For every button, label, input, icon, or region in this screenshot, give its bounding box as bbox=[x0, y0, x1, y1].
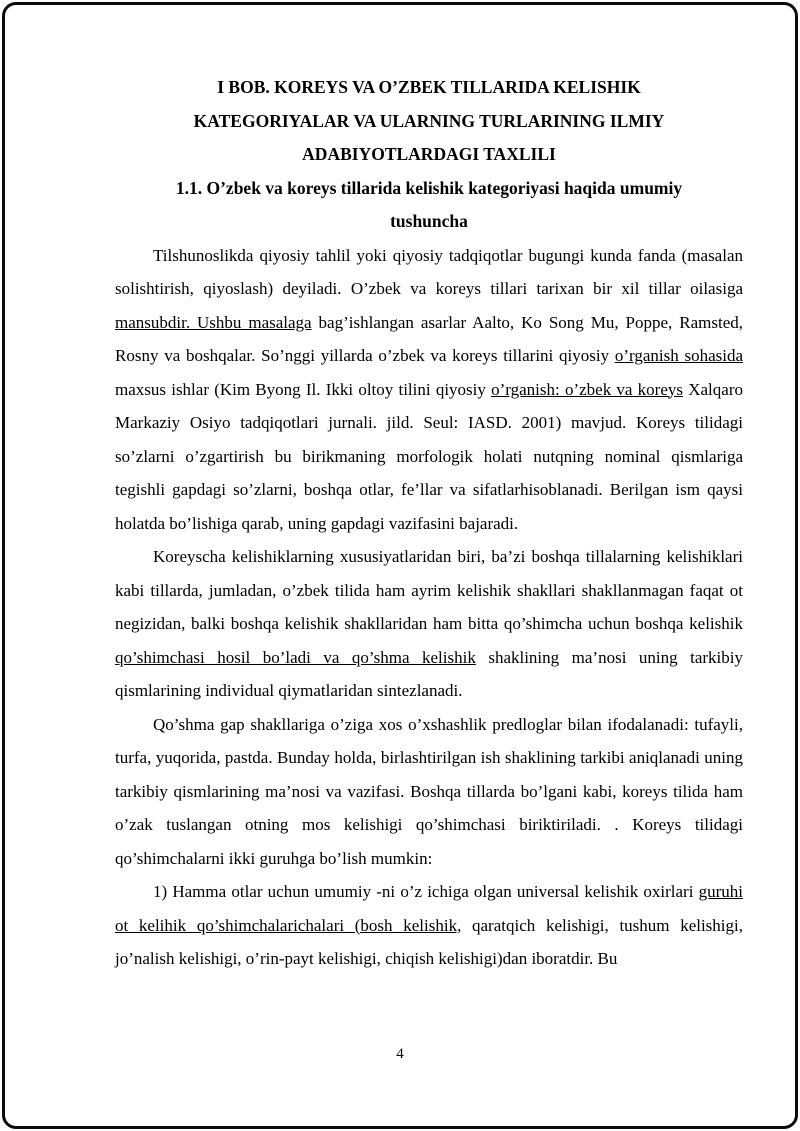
paragraph bbox=[115, 540, 743, 708]
section-heading-line-2: tushuncha bbox=[390, 211, 468, 231]
paragraph bbox=[115, 708, 743, 876]
text-run: Qo’shma gap shakllariga o’ziga xos o’xshashlik predloglar bilan ifodalanadi: tufayli, turfa, yuqorida, pastda. Bunday holda, birlashtirilgan ish shaklining tarkibi aniqlanadi uning tarkibiy qismlarining ma’nosi va vazifasi. Boshqa tillarda bo’lgani kabi, koreys tilida ham o’zak tuslangan otning mos kelishigi qo’shimchasi biriktiriladi. . Koreys tilidagi qo’shimchalarni ikki guruhga bo’lish mumkin: bbox=[115, 714, 743, 868]
underlined-text-run: guruhi ot kelihik qo’shimchalarichalari (bosh kelishik, bbox=[115, 882, 743, 935]
text-run: shaklining ma’nosi uning tarkibiy qismlarining individual qiymatlaridan sintezlanadi. bbox=[115, 647, 743, 700]
paragraph bbox=[115, 875, 743, 976]
section-heading bbox=[115, 172, 743, 239]
chapter-heading-line-1: I BOB. KOREYS VA O’ZBEK TILLARIDA KELISHIK bbox=[217, 77, 641, 97]
text-run: Koreyscha kelishiklarning xususiyatlaridan biri, ba’zi boshqa tillalarning kelishiklari kabi tillarda, jumladan, o’zbek tilida ham ayrim kelishik shakllari shakllanmagan faqat ot negizidan, balki boshqa kelishik shakllaridan ham bitta qo’shimcha uchun boshqa kelishik bbox=[115, 547, 743, 633]
text-run: Xalqaro Markaziy Osiyo tadqiqotlari jurnali. jild. Seul: IASD. 2001) mavjud. Koreys tilidagi so’zlarni o’zgartirish bu birikmaning morfologik holati nutqning nominal qismlariga tegishli gapdagi so’zlarni, boshqa otlar, fe’llar va sifatlarhisoblanadi. Berilgan ism qaysi holatda bo’lishiga qarab, uning gapdagi vazifasini bajaradi. bbox=[115, 379, 743, 533]
text-run: maxsus ishlar (Kim Byong Il. Ikki oltoy tilini qiyosiy bbox=[115, 379, 492, 399]
text-run: qaratqich kelishigi, tushum kelishigi, jo’nalish kelishigi, o’rin-payt kelishigi, chiqish kelishigi)dan iboratdir. Bu bbox=[115, 915, 743, 968]
chapter-heading-line-2: KATEGORIYALAR VA ULARNING TURLARINING ILMIY bbox=[193, 110, 665, 131]
paragraph bbox=[115, 239, 743, 541]
chapter-heading-line-3: ADABIYOTLARDAGI TAXLILI bbox=[302, 144, 556, 164]
page-number: 4 bbox=[396, 1046, 404, 1062]
body-text bbox=[115, 239, 743, 976]
text-run: Tilshunoslikda qiyosiy tahlil yoki qiyosiy tadqiqotlar bugungi kunda fanda (masalan solishtirish, qiyoslash) deyiladi. O’zbek va koreys tillari tarixan bir xil tillar oilasiga bbox=[115, 245, 743, 298]
text-run: bag’ishlangan asarlar Aalto, Ko Song Mu, Poppe, Ramsted, Rosny va boshqalar. So’nggi yillarda o’zbek va koreys tillarini qiyosiy bbox=[115, 312, 743, 365]
underlined-text-run: o’rganish sohasida bbox=[614, 346, 743, 365]
chapter-heading bbox=[115, 71, 743, 172]
text-run: 1) Hamma otlar uchun umumiy -ni o’z ichiga olgan universal kelishik oxirlari bbox=[153, 882, 699, 901]
underlined-text-run: mansubdir. Ushbu masalaga bbox=[115, 312, 312, 332]
underlined-text-run: o’rganish: o’zbek va koreys bbox=[491, 379, 684, 399]
section-heading-line-1: 1.1. O’zbek va koreys tillarida kelishik kategoriyasi haqida umumiy bbox=[175, 177, 683, 198]
page-content bbox=[115, 71, 743, 976]
underlined-text-run: qo’shimchasi hosil bo’ladi va qo’shma kelishik bbox=[115, 647, 476, 667]
